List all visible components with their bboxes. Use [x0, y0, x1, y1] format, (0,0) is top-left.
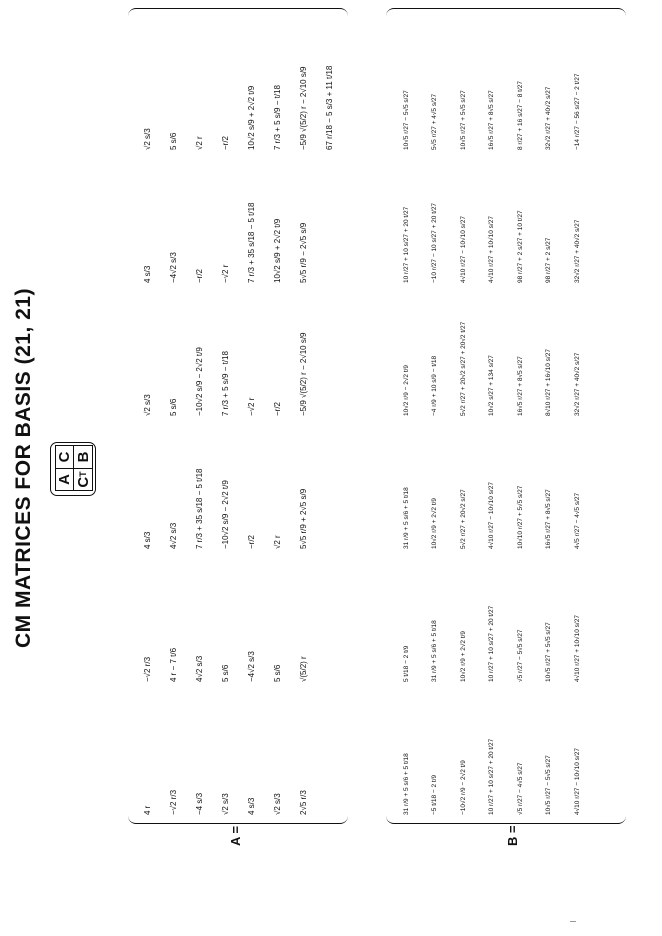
- matrix-a-entry: −10√2 s/9 − 2√2 t/9: [194, 347, 204, 416]
- matrix-a-entry: 4 r − 7 t/6: [168, 647, 178, 682]
- matrix-b-entry: 32√2 r/27 + 40√2 s/27: [573, 352, 581, 416]
- matrix-b-entry: [592, 150, 621, 283]
- matrix-a-entry: [316, 150, 342, 283]
- matrix-b-entry: 8√10 r/27 + 16√10 s/27: [545, 349, 553, 416]
- matrix-b-entry: 10√5 r/27 + 5√5 s/27: [459, 90, 467, 150]
- matrix-b-entry: −10 r/27 − 10 s/27 + 20 t/27: [431, 202, 439, 283]
- matrix-a-entry: 67 r/18 − 5 s/3 + 11 t/18: [324, 65, 334, 150]
- matrix-a-entry: √2 s/3: [220, 793, 230, 815]
- page-title: CM MATRICES FOR BASIS (21, 21): [12, 288, 35, 648]
- matrix-b-entry: 31 r/9 + 5 s/6 + 5 t/18: [402, 753, 410, 815]
- matrix-a-entry: −10√2 s/9 − 2√2 t/9: [220, 480, 230, 549]
- block-cell-a: A: [56, 468, 74, 490]
- matrix-a-entry: 5 s/6: [168, 398, 178, 416]
- matrix-a-entry: 2√5 r/3: [298, 790, 308, 815]
- margin-mark: [570, 921, 576, 922]
- matrix-a-label: A =: [228, 825, 243, 846]
- matrix-a-entry: −5/9 √(5/2) r − 2√10 s/9: [298, 332, 308, 416]
- matrix-a-entry: −r/2: [194, 268, 204, 283]
- matrix-a-entry: −r/2: [272, 401, 282, 416]
- matrix-a-entry: 5 s/6: [220, 664, 230, 682]
- matrix-b-entry: 10 r/27 + 10 s/27 + 20 t/27: [488, 738, 496, 815]
- matrix-a-entry: −√2 r/3: [168, 789, 178, 815]
- matrix-b-entry: 10√2 r/9 + 2√2 t/9: [431, 497, 439, 549]
- matrix-a-entry: √2 s/3: [272, 793, 282, 815]
- matrix-a-entry: −5/9 √(5/2) r − 2√10 s/9: [298, 66, 308, 150]
- matrix-a-entry: 4√2 s/3: [194, 655, 204, 682]
- matrix-b-grid: [392, 17, 620, 815]
- matrix-a-entry: √2 s/3: [142, 394, 152, 416]
- matrix-a-entry: [316, 283, 342, 416]
- matrix-b-entry: 31 r/9 + 5 s/6 + 5 t/18: [402, 487, 410, 549]
- matrix-b-entry: 8 r/27 + 16 s/27 − 8 t/27: [516, 80, 524, 150]
- matrix-a-entry: −r/2: [246, 534, 256, 549]
- matrix-b-entry: 10√2 s/27 + 134 s/27: [488, 355, 496, 416]
- matrix-b-entry: 16√5 r/27 + 8√5 s/27: [516, 356, 524, 416]
- matrix-b-entry: 10√10 r/27 + 5√5 s/27: [516, 485, 524, 549]
- matrix-b-entry: 10√5 r/27 − 5√5 s/27: [402, 90, 410, 150]
- matrix-b-entry: 5√5 r/27 + 4√5 s/27: [431, 93, 439, 150]
- matrix-b-entry: 10√5 r/27 + 5√5 s/27: [545, 622, 553, 682]
- matrix-a-entry: −4 s/3: [194, 792, 204, 815]
- block-cell-ct-transpose: T: [78, 471, 88, 477]
- matrix-b-entry: 10 r/27 + 10 s/27 + 20 t/27: [488, 605, 496, 682]
- matrix-a-entry: [316, 416, 342, 549]
- block-matrix-grid: [55, 445, 93, 491]
- matrix-b-entry: 10√5 r/27 − 5√5 s/27: [545, 755, 553, 815]
- matrix-a-entry: √2 r: [272, 535, 282, 549]
- matrix-a-entry: 7 r/3 + 35 s/18 − 5 t/18: [246, 202, 256, 283]
- matrix-b-entry: 5√2 r/27 + 20√2 s/27 + 20√2 t/27: [459, 321, 467, 416]
- matrix-b-entry: 4√10 r/27 + 10√10 s/27: [488, 216, 496, 283]
- matrix-b-entry: [592, 283, 621, 416]
- matrix-b-entry: 16√5 r/27 + 8√5 s/27: [488, 90, 496, 150]
- matrix-b-entry: √5 r/27 − 4√5 s/27: [516, 762, 524, 815]
- matrix-b-entry: 4√10 r/27 − 10√10 s/27: [459, 216, 467, 283]
- matrix-b-entry: √5 r/27 − 5√5 s/27: [516, 629, 524, 682]
- matrix-b-entry: −4 r/9 + 10 s/9 − t/18: [431, 355, 439, 416]
- matrix-b-entry: [592, 549, 621, 682]
- matrix-b: [386, 8, 626, 824]
- matrix-a-entry: 5√5 r/9 − 2√5 s/9: [298, 222, 308, 283]
- matrix-b-entry: 31 r/9 + 5 s/6 + 5 t/18: [431, 620, 439, 682]
- matrix-a-entry: [316, 682, 342, 815]
- matrix-a-entry: 7 r/3 + 5 s/9 − t/18: [220, 351, 230, 416]
- matrix-b-entry: 4√10 r/27 + 10√10 s/27: [573, 615, 581, 682]
- matrix-a-entry: 4 s/3: [142, 531, 152, 549]
- matrix-a-entry: 10√2 s/9 + 2√2 t/9: [246, 85, 256, 150]
- matrix-a-entry: 4 r: [142, 805, 152, 815]
- matrix-a-entry: −4√2 s/3: [168, 252, 178, 283]
- matrix-a-entry: √2 s/3: [142, 128, 152, 150]
- block-cell-ct-base: C: [74, 476, 92, 488]
- matrix-a-entry: 7 r/3 + 35 s/18 − 5 t/18: [194, 468, 204, 549]
- matrix-b-entry: [592, 17, 621, 150]
- matrix-b-entry: −10√2 r/9 − 2√2 t/9: [459, 760, 467, 815]
- matrix-b-entry: 5√2 r/27 + 20√2 s/27: [459, 489, 467, 549]
- matrix-b-entry: 10√2 r/9 + 2√2 t/9: [459, 630, 467, 682]
- matrix-b-label: B =: [505, 825, 520, 846]
- matrix-b-entry: 16√5 r/27 + 8√5 s/27: [545, 489, 553, 549]
- matrix-a-entry: 4 s/3: [142, 265, 152, 283]
- block-cell-c: C: [56, 446, 74, 468]
- matrix-a-entry: 5 s/6: [272, 664, 282, 682]
- matrix-b-entry: 5 t/18 − 2 t/9: [402, 645, 410, 682]
- matrix-b-entry: 4√5 r/27 − 4√5 s/27: [573, 492, 581, 549]
- matrix-a-entry: √2 r: [194, 136, 204, 150]
- matrix-a-entry: 10√2 s/9 + 2√2 t/9: [272, 218, 282, 283]
- matrix-a-grid: [134, 17, 342, 815]
- matrix-a-entry: [316, 549, 342, 682]
- block-matrix-parentheses: [50, 442, 96, 496]
- matrix-b-entry: −5 t/18 − 2 t/9: [431, 774, 439, 815]
- matrix-b-entry: 10√2 r/9 − 2√2 t/9: [402, 364, 410, 416]
- matrix-b-entry: 32√2 r/27 + 40√2 s/27: [545, 86, 553, 150]
- matrix-b-entry: [592, 682, 621, 815]
- matrix-a-entry: √(5/2) r: [298, 656, 308, 682]
- block-cell-ct: [74, 468, 92, 490]
- matrix-a-entry: 4√2 s/3: [168, 522, 178, 549]
- block-matrix: [48, 438, 98, 502]
- matrix-b-entry: 4√10 r/27 − 10√10 s/27: [488, 482, 496, 549]
- matrix-b-entry: 4√10 r/27 − 10√10 s/27: [573, 748, 581, 815]
- block-cell-b: B: [74, 451, 92, 463]
- matrix-a-entry: 4 s/3: [246, 797, 256, 815]
- matrix-a-entry: 5√5 r/9 + 2√5 s/9: [298, 488, 308, 549]
- matrix-b-entry: 98 r/27 + 2 s/27 + 10 t/27: [516, 210, 524, 283]
- matrix-a-entry: −r/2: [220, 135, 230, 150]
- matrix-a-entry: −√2 r: [246, 397, 256, 416]
- matrix-b-entry: [592, 416, 621, 549]
- matrix-a-entry: 5 s/6: [168, 132, 178, 150]
- matrix-b-entry: 10 r/27 + 10 s/27 + 20 t/27: [402, 206, 410, 283]
- matrix-a-entry: −4√2 s/3: [246, 651, 256, 682]
- matrix-a-entry: −√2 r/3: [142, 656, 152, 682]
- matrix-b-entry: 32√2 r/27 + 40√2 s/27: [573, 219, 581, 283]
- matrix-a-entry: −√2 r: [220, 264, 230, 283]
- matrix-b-entry: −14 r/27 − 56 s/27 − 2 t/27: [573, 73, 581, 150]
- matrix-a-entry: 7 r/3 + 5 s/9 − t/18: [272, 85, 282, 150]
- matrix-a: [128, 8, 348, 824]
- matrix-b-entry: 98 r/27 + 2 s/27: [545, 237, 553, 283]
